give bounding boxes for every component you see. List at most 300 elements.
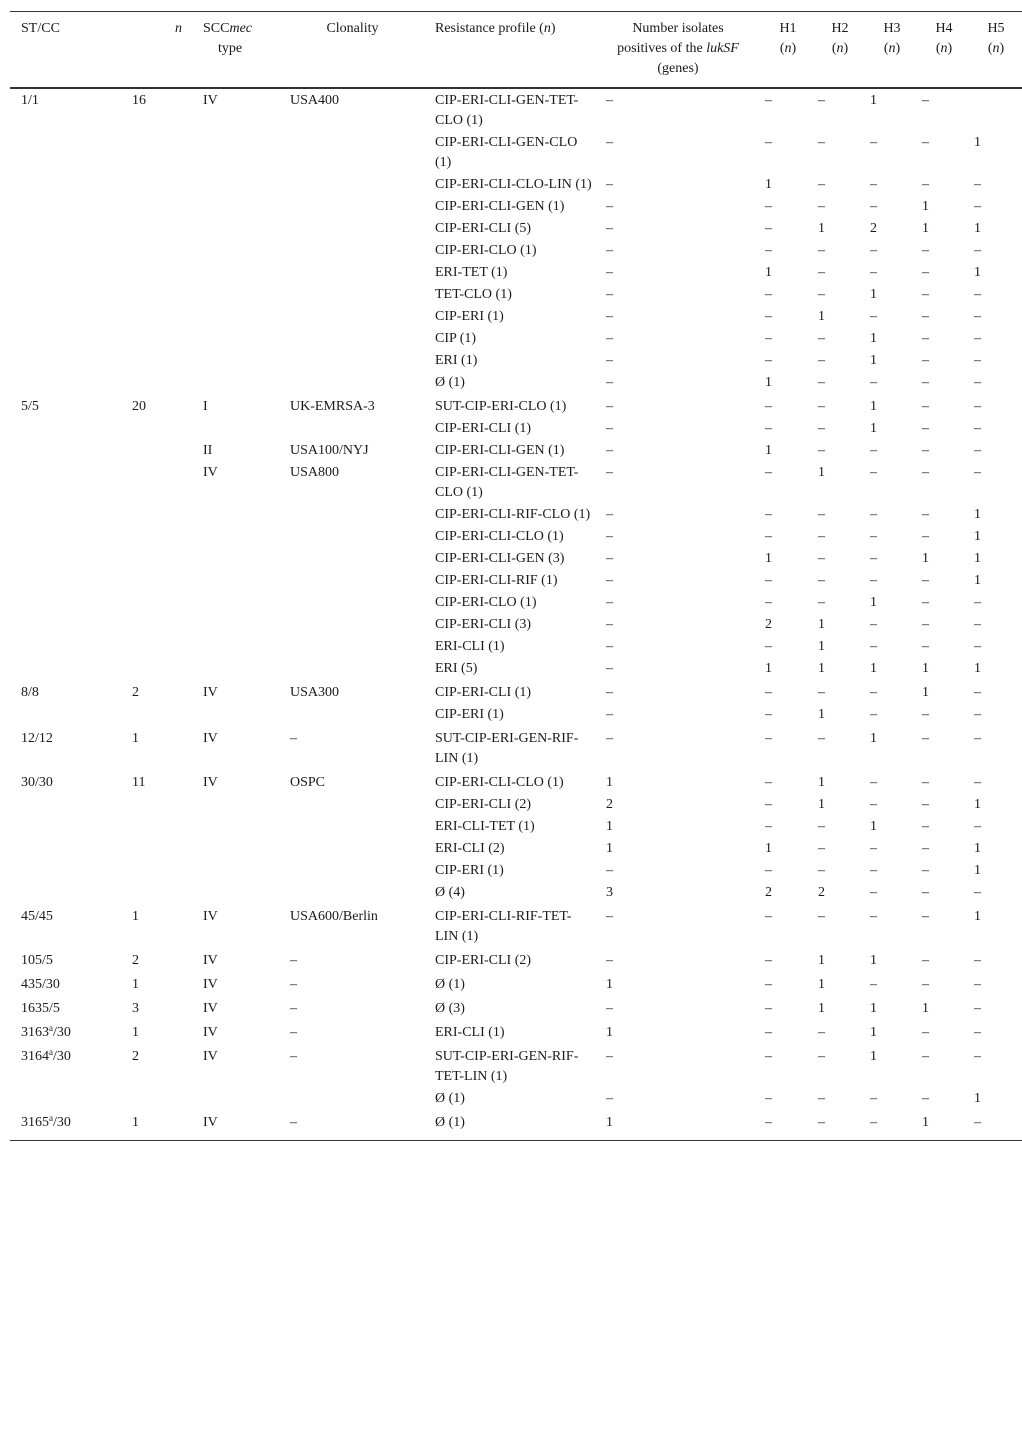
- cell-h4: –: [922, 953, 929, 968]
- cell-clonality: [280, 417, 425, 439]
- cell-h2: 1: [818, 639, 825, 654]
- cell-h4: –: [922, 465, 929, 480]
- cell-h3: –: [870, 639, 877, 654]
- cell-st-cc: [10, 525, 121, 547]
- header-h2: [814, 12, 866, 89]
- cell-clonality: USA100/NYJ: [290, 443, 369, 458]
- cell-n: [121, 569, 192, 591]
- cell-resistance-profile: CIP-ERI-CLI-GEN (1): [435, 443, 565, 458]
- cc-number: /30: [53, 1115, 71, 1130]
- cell-luksf: 1: [606, 1025, 613, 1040]
- cell-n: [121, 439, 192, 461]
- footnote-marker: a: [49, 1023, 53, 1033]
- cell-n: [121, 591, 192, 613]
- cell-st-cc: [10, 793, 121, 815]
- cell-st-cc: [10, 195, 121, 217]
- cell-sccmec-type: IV: [203, 977, 218, 992]
- cell-sccmec-type: [192, 195, 280, 217]
- cell-clonality: [280, 173, 425, 195]
- header-h5: [970, 12, 1022, 89]
- cell-resistance-profile: Ø (3): [435, 1001, 465, 1016]
- cell-n: [121, 283, 192, 305]
- cell-clonality: [280, 283, 425, 305]
- cell-resistance-profile: CIP-ERI-CLI-RIF-CLO (1): [435, 507, 591, 522]
- cell-sccmec-type: IV: [203, 1049, 218, 1064]
- cell-h2: –: [818, 331, 825, 346]
- cell-luksf: –: [606, 221, 613, 236]
- cell-sccmec-type: [192, 327, 280, 349]
- cell-sccmec-type: [192, 131, 280, 173]
- cell-n: [121, 1087, 192, 1109]
- table-row: [10, 613, 1022, 635]
- cell-sccmec-type: [192, 239, 280, 261]
- table-row: [10, 239, 1022, 261]
- cell-st-cc: 8/8: [21, 685, 39, 700]
- cell-sccmec-type: [192, 173, 280, 195]
- table-row: [10, 88, 1022, 131]
- header-luk-line2-italic: lukSF: [706, 41, 739, 56]
- cell-clonality: [280, 349, 425, 371]
- cell-clonality: [280, 525, 425, 547]
- table-row: [10, 1019, 1022, 1043]
- cell-clonality: –: [290, 1025, 297, 1040]
- cell-h2: –: [818, 177, 825, 192]
- header-luk-line3: (genes): [657, 61, 699, 76]
- cell-h4: –: [922, 885, 929, 900]
- cell-h1: 1: [765, 265, 772, 280]
- cell-h3: 1: [870, 93, 877, 108]
- header-h2-n-text: n: [836, 41, 844, 56]
- table-row: [10, 947, 1022, 971]
- cell-h5: –: [974, 443, 981, 458]
- cell-h5: –: [974, 421, 981, 436]
- cell-h2: –: [818, 1091, 825, 1106]
- cell-h3: 1: [870, 731, 877, 746]
- cell-resistance-profile: CIP-ERI-CLI-GEN (3): [435, 551, 565, 566]
- cell-h2: –: [818, 443, 825, 458]
- table-row: [10, 173, 1022, 195]
- cell-sccmec-type: IV: [203, 731, 218, 746]
- cell-sccmec-type: [192, 613, 280, 635]
- table-row: [10, 305, 1022, 327]
- table-row: [10, 635, 1022, 657]
- cell-clonality: [280, 305, 425, 327]
- cell-h3: –: [870, 841, 877, 856]
- table-row: [10, 995, 1022, 1019]
- cell-h1: –: [765, 639, 772, 654]
- cell-h3: –: [870, 443, 877, 458]
- cell-h3: –: [870, 375, 877, 390]
- header-h4-n: (n): [935, 41, 953, 56]
- header-res-prefix: Resistance profile (: [435, 21, 544, 36]
- cell-luksf: –: [606, 135, 613, 150]
- cell-st-cc: [10, 1019, 121, 1043]
- cell-h5: –: [974, 953, 981, 968]
- st-number: 3163: [21, 1025, 49, 1040]
- cell-h5: –: [974, 819, 981, 834]
- cell-h5: [970, 88, 1022, 131]
- cell-h4: –: [922, 977, 929, 992]
- cell-sccmec-type: [192, 859, 280, 881]
- cell-st-cc: 5/5: [21, 399, 39, 414]
- cell-h2: –: [818, 375, 825, 390]
- cell-h1: –: [765, 1049, 772, 1064]
- cell-resistance-profile: CIP-ERI-CLO (1): [435, 595, 537, 610]
- cell-h4: –: [922, 863, 929, 878]
- cell-h1: –: [765, 819, 772, 834]
- cell-luksf: –: [606, 199, 613, 214]
- cell-h2: 1: [818, 617, 825, 632]
- cell-h3: –: [870, 797, 877, 812]
- cell-h2: –: [818, 135, 825, 150]
- cell-clonality: –: [290, 1115, 297, 1130]
- cell-n: 3: [132, 1001, 139, 1016]
- cell-h3: –: [870, 685, 877, 700]
- cell-st-cc: [10, 569, 121, 591]
- cell-h4: –: [922, 399, 929, 414]
- cell-clonality: [280, 793, 425, 815]
- cell-resistance-profile: ERI-CLI-TET (1): [435, 819, 535, 834]
- cell-resistance-profile: ERI-CLI (1): [435, 639, 505, 654]
- cell-h5: –: [974, 199, 981, 214]
- cell-st-cc: [10, 703, 121, 725]
- cell-h3: –: [870, 1115, 877, 1130]
- cell-luksf: –: [606, 863, 613, 878]
- cell-sccmec-type: IV: [203, 93, 218, 108]
- cell-st-cc: 30/30: [21, 775, 53, 790]
- cell-clonality: –: [290, 977, 297, 992]
- cell-h3: 1: [870, 661, 877, 676]
- cell-clonality: [280, 859, 425, 881]
- cell-sccmec-type: [192, 881, 280, 903]
- cell-luksf: –: [606, 287, 613, 302]
- cell-n: [121, 417, 192, 439]
- cell-luksf: 1: [606, 1115, 613, 1130]
- cell-clonality: UK-EMRSA-3: [290, 399, 375, 414]
- header-resistance-profile: [425, 12, 594, 89]
- cell-clonality: [280, 591, 425, 613]
- cell-luksf: –: [606, 309, 613, 324]
- header-h3: [866, 12, 918, 89]
- cell-clonality: [280, 217, 425, 239]
- cell-clonality: [280, 837, 425, 859]
- table-row: [10, 815, 1022, 837]
- cell-h2: –: [818, 685, 825, 700]
- cell-clonality: –: [290, 1049, 297, 1064]
- cell-h3: –: [870, 135, 877, 150]
- table-row: [10, 547, 1022, 569]
- header-sccmec-type: [192, 12, 280, 89]
- cell-st-cc: [10, 657, 121, 679]
- cell-sccmec-type: IV: [203, 1025, 218, 1040]
- cell-sccmec-type: [192, 703, 280, 725]
- cell-resistance-profile: CIP-ERI-CLI (3): [435, 617, 532, 632]
- cell-h5: –: [974, 353, 981, 368]
- cell-h3: 1: [870, 953, 877, 968]
- table-row: [10, 793, 1022, 815]
- cell-h1: 1: [765, 661, 772, 676]
- cell-h4: –: [922, 243, 929, 258]
- cell-luksf: –: [606, 93, 613, 108]
- cell-h5: 1: [974, 797, 981, 812]
- cell-h1: –: [765, 1001, 772, 1016]
- cell-h5: 1: [974, 661, 981, 676]
- cell-h2: 2: [818, 885, 825, 900]
- cell-h2: 1: [818, 221, 825, 236]
- cell-h1: –: [765, 221, 772, 236]
- cell-st-cc: [10, 1109, 121, 1141]
- cell-n: [121, 547, 192, 569]
- cell-h1: –: [765, 977, 772, 992]
- cell-h3: –: [870, 243, 877, 258]
- cell-n: [121, 525, 192, 547]
- cell-clonality: –: [290, 1001, 297, 1016]
- cell-st-cc: [10, 837, 121, 859]
- cell-st-cc: [10, 283, 121, 305]
- cell-h2: 1: [818, 953, 825, 968]
- footnote-marker: a: [49, 1047, 53, 1057]
- cell-h2: –: [818, 595, 825, 610]
- cell-sccmec-type: [192, 837, 280, 859]
- cell-h5: –: [974, 885, 981, 900]
- header-h3-n: (n): [883, 41, 901, 56]
- cell-h3: –: [870, 1091, 877, 1106]
- cell-resistance-profile: CIP-ERI-CLI (1): [435, 421, 532, 436]
- cell-n: 1: [132, 1025, 139, 1040]
- cell-h4: 1: [922, 661, 929, 676]
- cell-h2: –: [818, 573, 825, 588]
- cell-h1: –: [765, 685, 772, 700]
- cell-h2: –: [818, 507, 825, 522]
- cell-n: [121, 635, 192, 657]
- cell-h2: –: [818, 353, 825, 368]
- cell-luksf: –: [606, 1049, 613, 1064]
- cell-st-cc: [10, 547, 121, 569]
- cell-st-cc: [10, 173, 121, 195]
- cell-h5: 1: [974, 909, 981, 924]
- cell-h3: –: [870, 507, 877, 522]
- table-row: [10, 417, 1022, 439]
- cell-h5: 1: [974, 135, 981, 150]
- cell-h5: 1: [974, 863, 981, 878]
- cell-clonality: [280, 371, 425, 393]
- cell-sccmec-type: IV: [203, 465, 218, 480]
- cell-h4: 1: [922, 685, 929, 700]
- cell-clonality: USA600/Berlin: [290, 909, 378, 924]
- cell-h1: –: [765, 863, 772, 878]
- header-h4: [918, 12, 970, 89]
- table-row: [10, 327, 1022, 349]
- header-h3-label: H3: [883, 21, 901, 36]
- cell-h5: 1: [974, 551, 981, 566]
- cell-h1: 1: [765, 375, 772, 390]
- cell-st-cc: 12/12: [21, 731, 53, 746]
- header-n: n: [121, 12, 192, 89]
- cell-clonality: USA300: [290, 685, 340, 700]
- cell-luksf: –: [606, 399, 613, 414]
- cell-h4: –: [922, 529, 929, 544]
- cell-h5: –: [974, 685, 981, 700]
- cell-h1: 2: [765, 617, 772, 632]
- cell-h4: –: [922, 639, 929, 654]
- cell-st-cc: [10, 261, 121, 283]
- cell-n: 1: [132, 909, 139, 924]
- cell-sccmec-type: [192, 569, 280, 591]
- cell-luksf: –: [606, 375, 613, 390]
- cell-st-cc: [10, 1043, 121, 1087]
- cell-st-cc: [10, 591, 121, 613]
- cell-h2: –: [818, 93, 825, 108]
- cell-st-cc: [10, 815, 121, 837]
- cell-h5: –: [974, 731, 981, 746]
- cell-h3: 1: [870, 421, 877, 436]
- cc-number: /30: [53, 1049, 71, 1064]
- cell-h3: 1: [870, 819, 877, 834]
- cell-resistance-profile: TET-CLO (1): [435, 287, 512, 302]
- cell-sccmec-type: [192, 591, 280, 613]
- cell-clonality: [280, 547, 425, 569]
- cell-st-cc: [10, 461, 121, 503]
- cell-n: 2: [132, 1049, 139, 1064]
- table-row: [10, 217, 1022, 239]
- cell-h1: –: [765, 243, 772, 258]
- cell-h3: 1: [870, 1049, 877, 1064]
- cell-h1: –: [765, 399, 772, 414]
- cell-h2: 1: [818, 309, 825, 324]
- cell-n: 16: [132, 93, 146, 108]
- cell-resistance-profile: CIP-ERI-CLI-RIF-TET-LIN (1): [435, 909, 572, 944]
- table-row: [10, 195, 1022, 217]
- cell-h2: –: [818, 551, 825, 566]
- cell-h2: –: [818, 863, 825, 878]
- header-scc-suffix: type: [218, 41, 243, 56]
- cell-resistance-profile: Ø (1): [435, 1115, 465, 1130]
- cell-h2: –: [818, 731, 825, 746]
- cell-luksf: –: [606, 507, 613, 522]
- cell-luksf: –: [606, 661, 613, 676]
- cell-n: [121, 261, 192, 283]
- cell-h3: –: [870, 885, 877, 900]
- cell-resistance-profile: SUT-CIP-ERI-GEN-RIF-TET-LIN (1): [435, 1049, 579, 1084]
- table-row: [10, 1087, 1022, 1109]
- cell-h1: –: [765, 573, 772, 588]
- cell-luksf: –: [606, 177, 613, 192]
- cell-h3: –: [870, 551, 877, 566]
- cell-sccmec-type: [192, 349, 280, 371]
- cell-luksf: –: [606, 331, 613, 346]
- cell-luksf: –: [606, 617, 613, 632]
- cell-n: [121, 371, 192, 393]
- cell-clonality: [280, 1087, 425, 1109]
- cell-h4: –: [922, 1091, 929, 1106]
- cell-resistance-profile: CIP-ERI-CLI-CLO (1): [435, 775, 564, 790]
- cell-luksf: –: [606, 353, 613, 368]
- cell-h4: 1: [922, 1115, 929, 1130]
- cell-luksf: –: [606, 551, 613, 566]
- cell-st-cc: 105/5: [21, 953, 53, 968]
- table-row: [10, 591, 1022, 613]
- cell-h1: 1: [765, 841, 772, 856]
- table-row: [10, 569, 1022, 591]
- cell-clonality: [280, 503, 425, 525]
- cell-h2: –: [818, 287, 825, 302]
- table-row: [10, 461, 1022, 503]
- cell-h4: 1: [922, 551, 929, 566]
- cell-h2: 1: [818, 977, 825, 992]
- header-h2-label: H2: [831, 21, 849, 36]
- cell-luksf: –: [606, 243, 613, 258]
- cell-resistance-profile: SUT-CIP-ERI-CLO (1): [435, 399, 567, 414]
- cell-resistance-profile: Ø (1): [435, 977, 465, 992]
- cell-sccmec-type: IV: [203, 775, 218, 790]
- cell-h5: 1: [974, 221, 981, 236]
- cell-h1: –: [765, 1115, 772, 1130]
- cell-luksf: –: [606, 465, 613, 480]
- header-luk-line1: Number isolates: [632, 21, 724, 36]
- cell-h5: –: [974, 243, 981, 258]
- cell-resistance-profile: Ø (4): [435, 885, 465, 900]
- cell-st-cc: [10, 239, 121, 261]
- header-h1-label: H1: [779, 21, 797, 36]
- cell-h4: 1: [922, 221, 929, 236]
- st-number: 3164: [21, 1049, 49, 1064]
- header-h5-n: (n): [987, 41, 1005, 56]
- cell-h2: –: [818, 265, 825, 280]
- cell-st-cc: [10, 503, 121, 525]
- cell-h4: –: [922, 135, 929, 150]
- cell-luksf: –: [606, 639, 613, 654]
- cell-h3: –: [870, 977, 877, 992]
- cell-h1: –: [765, 595, 772, 610]
- cell-n: [121, 837, 192, 859]
- cell-luksf: 1: [606, 775, 613, 790]
- cell-sccmec-type: [192, 525, 280, 547]
- cell-h5: 1: [974, 841, 981, 856]
- table-row: [10, 903, 1022, 947]
- cell-resistance-profile: CIP-ERI-CLI-RIF (1): [435, 573, 558, 588]
- cell-luksf: –: [606, 1091, 613, 1106]
- cell-sccmec-type: I: [203, 399, 208, 414]
- cell-h4: –: [922, 595, 929, 610]
- table-row: [10, 393, 1022, 417]
- cell-clonality: –: [290, 953, 297, 968]
- cell-sccmec-type: [192, 503, 280, 525]
- table-row: [10, 1109, 1022, 1141]
- cell-sccmec-type: [192, 217, 280, 239]
- cell-st-cc: 1/1: [21, 93, 39, 108]
- cell-n: 2: [132, 953, 139, 968]
- cell-luksf: –: [606, 421, 613, 436]
- cell-h2: –: [818, 399, 825, 414]
- cell-clonality: OSPC: [290, 775, 326, 790]
- cell-h5: –: [974, 331, 981, 346]
- cell-n: [121, 613, 192, 635]
- header-h2-n: (n): [831, 41, 849, 56]
- cell-resistance-profile: CIP-ERI-CLI (2): [435, 953, 532, 968]
- cell-h1: –: [765, 507, 772, 522]
- cell-h1: –: [765, 953, 772, 968]
- cell-h2: –: [818, 199, 825, 214]
- cell-h3: 1: [870, 1001, 877, 1016]
- cell-h4: –: [922, 93, 929, 108]
- cell-h3: –: [870, 199, 877, 214]
- cell-h1: –: [765, 465, 772, 480]
- cell-h5: –: [974, 707, 981, 722]
- cell-h4: –: [922, 177, 929, 192]
- cell-n: [121, 349, 192, 371]
- cell-n: [121, 859, 192, 881]
- cell-clonality: [280, 703, 425, 725]
